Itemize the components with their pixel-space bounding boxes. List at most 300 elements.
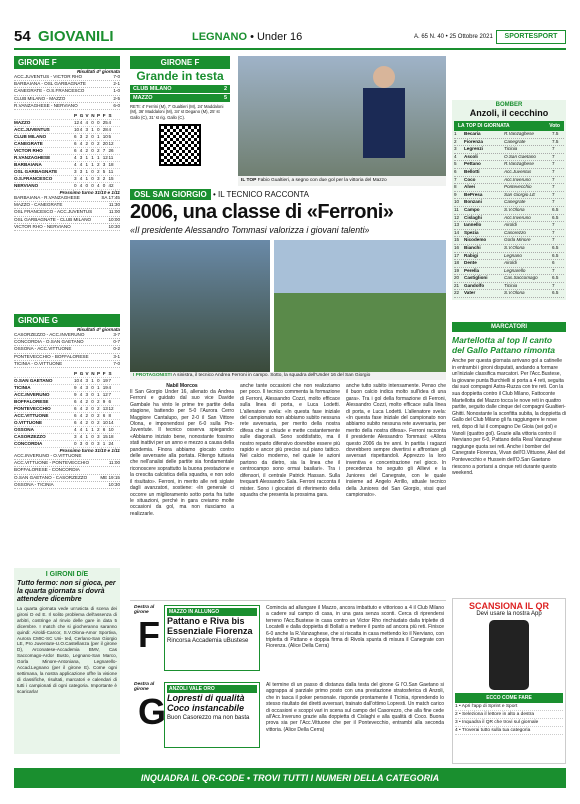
standings-cell: 1	[91, 155, 94, 161]
bomber-cell: 6.5	[552, 244, 559, 250]
standings-cell: MAZZO	[14, 120, 31, 126]
standings-row	[14, 141, 120, 148]
standings-cell: 10	[102, 134, 108, 140]
bomber-cell: 3	[454, 146, 457, 152]
brand-logo: SPORTESPORT	[496, 30, 566, 44]
bomber-cell: San Giorgio LE	[504, 191, 536, 197]
bomber-cell: Alvei	[464, 184, 475, 190]
standings-row	[14, 441, 120, 448]
result-cell: 2-5	[113, 95, 120, 101]
article-col1: Il San Giorgio Under 16, allenato da Andrea Ferroni e guidato dal suo vice Davide Gambale ha vinto le prime tre partite della stagione, battendo per 5-0 l'Aurora Cerro Maggiore Cantalupo, per 2-0 il San Vittore Olona, e imponendosi per 6-0 sulla Pro-Juventute. Il tecnico osserva spiegando: «Abbiamo iniziato bene, nonostante fossimo stati inattivi per un anno e mezzo a causa della pandemia. Finora abbiamo giocato contro delle avversarie alla portata. Ritengo tuttavia che nell'analisi delle partite sia fondamentale riconoscere soprattutto la buona prestazione e la crescita calcistica della squadra, e non solo il risultato». Ferroni, in merito alle reti siglate dagli avanzatori, sostiene: «In generale ci occorre un miglioramento sotto porta fra tutte le situazioni, perché in gara creiamo molte occasioni da gol, ma non riusciamo a realizzarle.	[130, 389, 234, 517]
standings-head-cell: F	[102, 113, 106, 119]
bomber-cell: Nicodemo	[464, 237, 487, 243]
bomber-row	[454, 184, 564, 192]
standings-cell: 3	[74, 434, 77, 440]
standings-cell: 1	[85, 427, 89, 433]
standings-cell: 0	[85, 441, 89, 447]
bomber-cell: 7	[552, 146, 555, 152]
score-row	[130, 94, 230, 102]
standings-cell: 7	[102, 148, 106, 154]
bomber-cell: Canegrate	[504, 138, 526, 144]
bomber-cell: 7	[454, 176, 457, 182]
bomber-row	[454, 253, 564, 261]
standings-cell: 4	[79, 148, 83, 154]
standings-cell: 2	[102, 176, 106, 182]
bomber-row	[454, 283, 564, 291]
result-row	[14, 81, 120, 88]
standings-row	[14, 134, 120, 141]
standings-cell: CLUB MILANO	[14, 134, 47, 140]
result-cell: VICTOR RHO - NERVIANO	[14, 223, 71, 229]
bomber-cell: 7	[552, 153, 555, 159]
result-row	[14, 224, 120, 231]
result-row	[14, 467, 120, 474]
standings-head-cell: V	[85, 113, 89, 119]
subsection	[192, 31, 302, 43]
player-head	[373, 66, 395, 88]
bomber-cell: Canegrate	[504, 199, 526, 205]
bomber-cell: 7	[552, 237, 555, 243]
result-cell: MAZZO - CANEGRATE	[14, 202, 63, 208]
bomber-cell: 7.5	[552, 138, 559, 144]
bomber-cell: Legnano	[504, 252, 522, 258]
bomber-cell: Legrenzi	[464, 146, 483, 152]
standings-cell: 3	[79, 134, 83, 140]
standings-cell: 0	[91, 385, 94, 391]
standings-cell: 4	[108, 120, 112, 126]
standings-cell: 9	[74, 392, 77, 398]
footer-banner[interactable]: INQUADRA IL QR-CODE • TROVI TUTTI I NUMERI DELLA CATEGORIA	[14, 768, 566, 788]
standings-cell: 19	[102, 378, 108, 384]
dest-f-title: Pattano e Riva bis Essenziale Fiorenza	[167, 616, 253, 636]
standings-row	[14, 399, 120, 406]
standings-cell: 4	[79, 427, 83, 433]
article-col2: anche tante occasioni che non realizziamo per poco. Il tecnico commenta la formazione di Ferroni, Alessandro Cozzi, molto efficace sulla linea di porta, e Luca Lodetti. L'allenatore svela: «In questa fase iniziale del campionato non abbiamo subito nessuna rete avversaria, per merito della nostra difesa che si chiude e mette costantemente sulle diagonali. Sono soddisfatto, ma il nostro reparto difensivo dovrebbe essere più rapido e ancor più preciso sul piano tattico. Nel calcio moderno, nel quale le azioni partono da dietro, sia la linea che il centrocampo sono ormai basilari». Tra i difensori, il centrale Patrick Hassan. Sulla trequarti Alessandro Sala. Ferroni racconta il mister. Sono i giocatori di riferimento della squadra che presenta la prossima gara.	[240, 383, 340, 498]
result-cell: 0-2	[113, 346, 120, 352]
standings-head-cell: S	[108, 371, 112, 377]
girone-g-box	[14, 314, 120, 489]
bomber-table-unit: Voto	[549, 123, 560, 129]
phone-graphic	[489, 620, 529, 690]
app-steps	[455, 703, 563, 735]
bomber-row	[454, 230, 564, 238]
photo-caption	[238, 176, 446, 186]
standings-cell: 4	[79, 399, 83, 405]
gironi-de-headline: Tutto fermo: non si gioca, per la quarta giornata si dovrà attendere dicembre	[17, 580, 116, 603]
app-step: 4 • Troverai tutto sulla tua categoria	[455, 727, 563, 735]
bomber-cell: Airoldi	[504, 260, 517, 266]
girone-f-box	[14, 56, 120, 231]
result-cell: CONCORDIA - O.SAN GAETANO	[14, 339, 84, 345]
standings-cell: 3	[102, 162, 106, 168]
article	[130, 190, 446, 541]
bomber-table-head	[454, 121, 564, 131]
result-cell: 2-1	[113, 81, 120, 87]
bomber-cell: S.V.Olona	[504, 206, 525, 212]
standings-cell: OSL GARBAGNATE	[14, 169, 58, 175]
bomber-cell: 6	[552, 260, 555, 266]
standings-cell: 2	[85, 134, 89, 140]
page-header	[14, 28, 566, 50]
article-photo-tag: I PROTAGONISTI	[133, 373, 172, 378]
standings-cell: 1	[97, 385, 100, 391]
standings-cell: 4	[79, 162, 83, 168]
standings-cell: 0	[91, 406, 94, 412]
result-row	[14, 217, 120, 224]
dest-f-body: Comincia ad allungare il Mazzo, ancora imbattuto e vittorioso a 4 il Club Milano a cadere sul campo di casa, in una gara senza sconti. Cerca di riprendersi terreno l'Acc.Bustese in casa contro un Victor Rho rinchiudato dalla triplette di Locatelli e dalla doppietta di Bollati a mettere il punto ad ancora più reti. Finisce 6-0 anche la R.Vanzaghese, che si riscatta in casa mettendo ko il Nerviano, con tripletta di Pattano e doppia firma di Rivola spunta di misura il Canegrate con Fiorenza. (Alice Della Cerra)	[266, 605, 444, 650]
standings-cell: 6	[108, 399, 112, 405]
marcatori-box	[452, 322, 566, 570]
score-cell: 5	[223, 95, 227, 101]
standings-cell: 3	[97, 441, 100, 447]
bomber-cell: 7	[552, 168, 555, 174]
standings-cell: 3	[97, 434, 100, 440]
standings-cell: 4	[79, 176, 83, 182]
result-cell: R.VANZAGHESE - NERVIANO	[14, 102, 78, 108]
bomber-cell: Iannello	[464, 222, 482, 228]
result-cell: 3-7	[113, 332, 120, 337]
result-row	[14, 103, 120, 110]
standings-cell: 0	[91, 120, 94, 126]
bomber-table	[454, 131, 564, 298]
result-cell: OSL FRANCESCO - ACC.JUVENTUS	[14, 209, 93, 215]
dest-f-sub: Rincorsa Accademia uBustese	[167, 638, 249, 644]
standings-cell: 4	[79, 420, 83, 426]
standings-cell: 25	[102, 120, 108, 126]
gironi-de-body: La quarta giornata vede un'usicta di scena dei gironi D ed E. Il solito problema dell'assenza di arbitri, costringe al rinvio delle gare in data 5 dicembre. I match che si giocheranno saranno quindi: Airoldi-Carcor, S.V.Olona-Amor Sportiva, Aurora CMIC-SC Uni- ted, Cerlano-San Giorgio LE, Pro Juventute-U.O.Castellanza (per il girone D), Arconatese-Accademia BMV, Cas Saccomago-Ardor Busto, Legnano-San Marco, Gorla Minore-Antoniana, Legnarello-Accad.Legnano (per il girone E). Come ogni settimana, la nostra applicazione offre la visione di classifiche, risultati, marcatori e calendari di tutti i campionati di ogni categoria. Importante è scaricarla!	[17, 606, 117, 694]
standings-row	[14, 155, 120, 162]
dest-g	[130, 678, 446, 764]
standings-cell: 0	[91, 441, 94, 447]
standings-cell: 4	[79, 434, 83, 440]
standings-row	[14, 120, 120, 127]
bomber-cell: 6	[454, 168, 457, 174]
standings-cell: 2	[97, 420, 100, 426]
bomber-cell: Cislaghi	[464, 214, 482, 220]
standings-cell: 0	[91, 134, 94, 140]
bomber-box	[452, 100, 566, 300]
standings-cell: CASORZEZZO	[14, 434, 46, 440]
result-row	[14, 202, 120, 209]
score-cell: MAZZO	[133, 95, 153, 101]
standings-cell: 2	[97, 141, 100, 147]
dest-g-letter: G	[138, 691, 167, 732]
bomber-cell: 11	[454, 206, 459, 212]
standings-cell: 9	[102, 399, 106, 405]
standings-cell: NERVIANO	[14, 183, 39, 189]
standings-cell: 4	[79, 392, 83, 398]
standings-cell: 0	[74, 441, 77, 447]
standings-row	[14, 183, 120, 190]
result-cell: ACC.INVERUNO - O.VITTUONE	[14, 453, 82, 459]
standings-cell: 11	[108, 155, 114, 161]
app-sub: Devi usare la nostra App	[476, 611, 542, 617]
result-row	[14, 482, 120, 489]
bomber-cell: Bianchi	[464, 244, 481, 250]
standings-cell: 0	[91, 176, 94, 182]
standings-cell: O.SAN GAETANO	[14, 378, 53, 384]
dest-f-label: Destra al girone	[134, 605, 155, 615]
result-row	[14, 332, 120, 339]
result-cell: ACC.VITTUONE - PONTEVECCHIO	[14, 460, 90, 466]
result-row	[14, 88, 120, 95]
bomber-row	[454, 275, 564, 283]
girone-f-next	[14, 195, 120, 231]
top-box-headline: Grande in testa	[136, 69, 224, 83]
bomber-cell: 6.5	[552, 214, 559, 220]
dest-f	[130, 600, 446, 674]
standings-cell: 0	[102, 183, 106, 189]
dest-f-kicker: MAZZO IN ALLUNGO	[167, 608, 257, 616]
standings-row	[14, 385, 120, 392]
standings-cell: BARBAIANA	[14, 162, 42, 168]
standings-cell: 0	[91, 420, 94, 426]
standings-cell: 2	[97, 427, 100, 433]
result-cell: BOFFALORESE - CONCORDIA	[14, 467, 80, 473]
standings-row	[14, 427, 120, 434]
result-row	[14, 354, 120, 361]
bomber-cell: Ticinia	[504, 146, 518, 152]
standings-cell: 3	[85, 385, 89, 391]
bomber-cell: 5	[454, 161, 457, 167]
standings-cell: 0	[74, 183, 77, 189]
girone-g-next-label: Prossimo turno 31/10 e 1/11	[59, 448, 120, 454]
marcatori-title: MARCATORI	[452, 322, 566, 332]
girone-g-standings	[14, 371, 120, 448]
bomber-cell: 7	[552, 191, 555, 197]
standings-cell: 1	[85, 162, 89, 168]
standings-row	[14, 406, 120, 413]
girone-f-results	[14, 74, 120, 110]
girone-g-results-label: Risultati 4ª giornata	[76, 327, 120, 332]
standings-cell: 1	[85, 155, 89, 161]
standings-cell: 3	[85, 127, 89, 133]
standings-cell: 0	[91, 141, 94, 147]
dest-f-box	[164, 605, 260, 671]
standings-cell: 3	[74, 176, 77, 182]
bomber-cell: 15	[454, 237, 460, 243]
qr-code[interactable]	[159, 124, 201, 166]
result-cell: OSL GARBAGNATE - CLUB MILANO	[14, 216, 92, 222]
result-cell: SA 17:45	[101, 195, 120, 201]
standings-cell: 4	[108, 385, 112, 391]
app-step: 2 • Seleziona il lettore in alto a destra	[455, 711, 563, 719]
score-cell: 2	[223, 86, 227, 92]
standings-cell: 10	[102, 420, 108, 426]
standings-header	[14, 371, 120, 378]
standings-cell: 4	[74, 427, 77, 433]
bomber-row	[454, 192, 564, 200]
standings-row	[14, 162, 120, 169]
bomber-cell: 22	[454, 290, 460, 296]
standings-cell: 14	[108, 420, 114, 426]
bomber-cell: 1	[454, 131, 457, 136]
standings-head-cell: N	[91, 371, 95, 377]
bomber-cell: Gorla Minore	[504, 237, 531, 243]
bomber-cell: 12	[454, 214, 460, 220]
result-cell: 11:00	[108, 209, 120, 215]
bomber-cell: S.V.Olona	[504, 244, 525, 250]
standings-cell: 6	[74, 413, 77, 419]
standings-head-cell	[14, 371, 74, 377]
issue-info: A. 65 N. 40 • 25 Ottobre 2021	[414, 34, 493, 40]
article-photos	[130, 240, 446, 372]
player-body	[363, 88, 405, 158]
standings-cell: 4	[79, 385, 83, 391]
bomber-row	[454, 215, 564, 223]
bomber-table-title: LA TOP DI GIORNATA	[458, 123, 510, 129]
bomber-cell: 6.5	[552, 290, 559, 296]
bomber-cell: 7	[552, 176, 555, 182]
top-box	[130, 56, 230, 174]
standings-cell: 0	[91, 148, 94, 154]
bomber-cell: Bellotti	[464, 168, 480, 174]
bomber-cell: 7	[552, 161, 555, 167]
bomber-cell: 10	[454, 199, 460, 205]
article-col3: anche tutto subito intensamente. Penso che il buon calcio indica molto sull'idea di una gara». Tra i gol della formazione di Ferroni, Alessandro Cozzi, molto efficace sulla linea di porta, e Luca Lodetti. L'allenatore svela: «In questa fase iniziale del campionato non abbiamo subito nessuna rete avversaria, per merito della nostra difesa». Ferroni racconta il presidente Alessandro Tommasi: «Allora questo 2006 da tre anni. In partita i ragazzi dovrebbero sempre divertirsi e affrontare gli avversari rispettandoli. Apprezzo la loro inventiva e concentrazione nel gioco. In precedenza ho seguito gli Allievi e la Juniores del Canegrate, con le quale insieme ad Angelo Arrillo, attuale tecnico della Juniores del San Giorgio, vissi quel campionato».	[346, 383, 446, 498]
bomber-row	[454, 245, 564, 253]
standings-cell: CANEGRATE	[14, 141, 43, 147]
standings-cell: 15	[108, 176, 114, 182]
bomber-cell: 20	[454, 275, 460, 281]
standings-cell: 0	[91, 413, 94, 419]
bomber-cell: 19	[454, 267, 460, 273]
standings-row	[14, 434, 120, 441]
standings-cell: 7	[108, 378, 112, 384]
standings-cell: CONCORDIA	[14, 441, 43, 447]
bomber-cell: Rabigi	[464, 252, 479, 258]
standings-cell: 4	[97, 183, 100, 189]
standings-cell: 3	[85, 392, 89, 398]
result-cell: CANEGRATE - O.S.FRANCESCO	[14, 88, 85, 94]
article-photo-caption	[130, 372, 446, 380]
bomber-cell: 7	[552, 267, 555, 273]
bomber-cell: Dente	[464, 260, 477, 266]
standings-cell: 0	[91, 392, 94, 398]
article-title: 2006, una classe di «Ferroni»	[130, 201, 394, 223]
standings-cell: 24	[108, 441, 114, 447]
app-step: 1 • Apri l'app di Sprint e Sport	[455, 703, 563, 711]
app-title: SCANSIONA IL QR	[468, 601, 549, 611]
standings-cell: 6	[74, 141, 77, 147]
standings-cell: 6	[74, 406, 77, 412]
standings-cell: 1	[97, 392, 100, 398]
standings-cell: 2	[85, 413, 89, 419]
bomber-cell: 13	[454, 222, 460, 228]
standings-cell: 20	[102, 141, 108, 147]
bomber-cell: 7	[552, 222, 555, 228]
bomber-cell: 14	[454, 229, 460, 235]
bomber-cell: Legnarello	[504, 267, 526, 273]
girone-g-next	[14, 453, 120, 489]
result-cell: 10:30	[108, 223, 120, 229]
standings-row	[14, 413, 120, 420]
standings-cell: 0	[97, 120, 100, 126]
bomber-row	[454, 268, 564, 276]
scoreboard	[130, 85, 230, 102]
standings-cell: 4	[79, 378, 83, 384]
result-cell: 0-7	[113, 339, 120, 345]
standings-head-cell: G	[79, 113, 84, 119]
article-subtitle: «Il presidente Alessandro Tommasi valorizza i giovani talenti»	[130, 225, 370, 235]
bomber-row	[454, 237, 564, 245]
bomber-row	[454, 177, 564, 185]
standings-cell: 0	[91, 399, 94, 405]
standings-row	[14, 420, 120, 427]
standings-cell: 1	[91, 427, 94, 433]
standings-cell: TICINIA	[14, 385, 31, 391]
gironi-de-box	[14, 568, 120, 754]
standings-cell: 4	[79, 120, 83, 126]
player-photo	[238, 56, 446, 186]
standings-cell: BOFFALORESE	[14, 399, 49, 405]
bomber-cell: Coco	[464, 176, 476, 182]
result-cell: 1-0	[113, 88, 120, 94]
standings-row	[14, 127, 120, 134]
standings-cell: 2	[85, 141, 89, 147]
standings-cell: VICTOR RHO	[14, 148, 43, 154]
standings-cell: 26	[108, 148, 114, 154]
standings-cell: 1	[85, 176, 89, 182]
bomber-cell: Ticinia	[504, 282, 518, 288]
result-row	[14, 346, 120, 353]
result-cell: ACC.JUVENTUS - VICTOR RHO	[14, 74, 83, 79]
standings-cell: 3	[79, 441, 83, 447]
bomber-row	[454, 169, 564, 177]
result-row	[14, 96, 120, 103]
result-row	[14, 460, 120, 467]
standings-cell: 1	[85, 169, 89, 175]
scorers: RETI: 4' Ferrini (M), 7' Gualtieri (M), 24' Maddaloni (M), 36' Maddaloni (M), 34' st Degano (M), 25' st Gallo (C), 31' st rig. Gallo (C).	[130, 104, 224, 120]
standings-row	[14, 392, 120, 399]
standings-cell: 7	[108, 392, 112, 398]
standings-row	[14, 378, 120, 385]
standings-cell: 1	[85, 434, 89, 440]
standings-cell: 6	[74, 148, 77, 154]
standings-cell: 3	[79, 155, 83, 161]
standings-cell: 1	[91, 127, 94, 133]
bomber-row	[454, 290, 564, 298]
result-cell: CLUB MILANO - MAZZO	[14, 95, 66, 101]
score-row	[130, 85, 230, 93]
standings-cell: 15	[102, 434, 108, 440]
standings-cell: 6	[102, 427, 106, 433]
subsection-team: LEGNANO	[192, 31, 247, 43]
girone-g-title: GIRONE G	[14, 314, 120, 327]
result-row	[14, 361, 120, 368]
result-row	[14, 195, 120, 202]
bomber-cell: Vater	[464, 290, 476, 296]
result-cell: 3-1	[113, 353, 120, 359]
bomber-row	[454, 207, 564, 215]
result-cell: PONTEVECCHIO - BOFFALORESE	[14, 353, 89, 359]
app-step: 3 • Inquadra il QR che trovi sul giornale	[455, 719, 563, 727]
bomber-cell: 6.5	[552, 252, 559, 258]
bomber-headline: Anzoli, il cecchino	[469, 108, 549, 118]
standings-cell: 6	[74, 134, 77, 140]
standings-cell: 2	[97, 413, 100, 419]
standings-cell: 0	[97, 378, 100, 384]
standings-cell: 0	[97, 127, 100, 133]
dest-f-letter: F	[138, 614, 160, 655]
bomber-cell: Spezia	[464, 229, 479, 235]
bomber-cell: Acc.Juventus	[504, 168, 532, 174]
article-body	[130, 383, 446, 541]
standings-cell: 4	[85, 120, 89, 126]
bomber-cell: R.Vanzaghese	[504, 131, 534, 136]
standings-cell: 11	[108, 169, 114, 175]
bomber-cell: Fiorenza	[464, 138, 483, 144]
